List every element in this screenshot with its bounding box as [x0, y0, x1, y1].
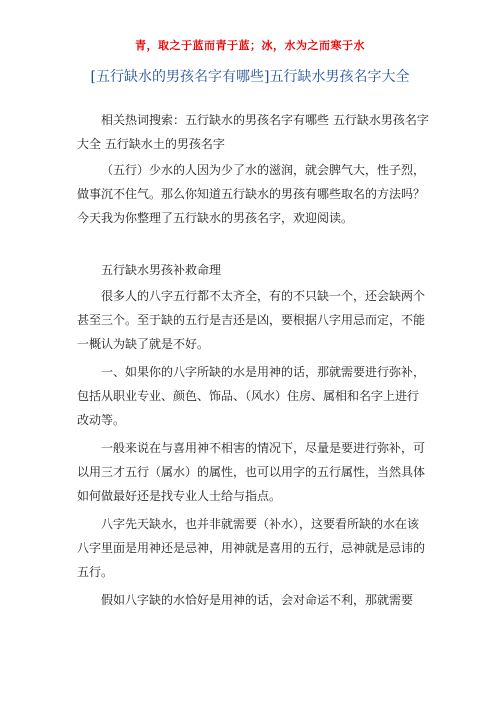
body-paragraph: 很多人的八字五行都不太齐全，有的不只缺一个，还会缺两个甚至三个。至于缺的五行是吉还是凶，要根据八字用忌而定，不能一概认为缺了就是不好。 [77, 289, 426, 351]
body-paragraph: 假如八字缺的水恰好是用神的话，会对命运不利，那就需要 [101, 593, 414, 607]
document-body [77, 108, 429, 616]
body-paragraph: 一般来说在与喜用神不相害的情况下，尽量是要进行弥补，可以用三才五行（属水）的属性，也可以用字的五行属性，当然具体如何做最好还是找专业人士给与指点。 [77, 441, 426, 503]
section-heading: 五行缺水男孩补救命理 [101, 263, 222, 277]
body-paragraph: 八字先天缺水，也并非就需要（补水），这要看所缺的水在该八字里面是用神还是忌神，用神就是喜用的五行，忌神就是忌讳的五行。 [77, 517, 426, 579]
document-title: [五行缺水的男孩名字有哪些]五行缺水男孩名字大全 [90, 69, 410, 85]
header-motto: 青，取之于蓝而青于蓝；冰，水为之而寒于水 [135, 39, 365, 52]
related-keywords: 相关热词搜索：五行缺水的男孩名字有哪些 五行缺水男孩名字大全 五行缺水土的男孩名字 [77, 113, 429, 151]
body-paragraph: 一、如果你的八字所缺的水是用神的话，那就需要进行弥补，包括从职业专业、颜色、饰品、（风水）住房、属相和名字上进行改动等。 [77, 365, 426, 427]
intro-paragraph: （五行）少水的人因为少了水的滋润，就会脾气大，性子烈，做事沉不住气。那么你知道五行缺水的男孩有哪些取名的方法吗？今天我为你整理了五行缺水的男孩名字，欢迎阅读。 [77, 163, 426, 225]
